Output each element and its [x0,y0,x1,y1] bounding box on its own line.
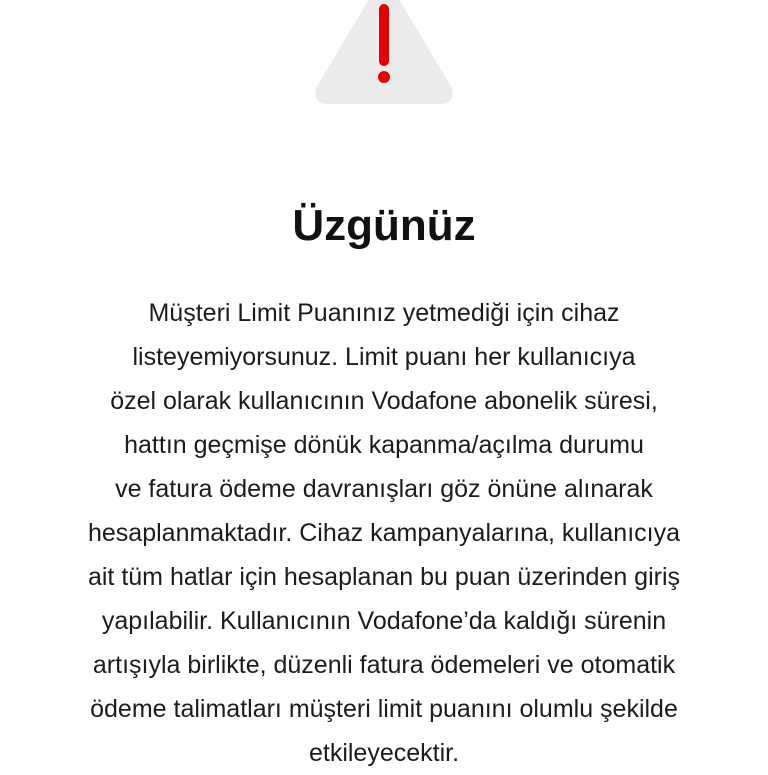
message-line: ait tüm hatlar için hesaplanan bu puan üzerinden giriş [87,563,681,591]
message-line: Müşteri Limit Puanınız yetmediği için cihaz [148,299,620,327]
message-line: ödeme talimatları müşteri limit puanını olumlu şekilde [90,695,678,723]
message-line: yapılabilir. Kullanıcının Vodafone’da kaldığı sürenin [101,607,667,635]
message-line: hesaplanmaktadır. Cihaz kampanyalarına, kullanıcıya [88,519,680,547]
message-line: ve fatura ödeme davranışları göz önüne alınarak [115,475,653,503]
message-line: hattın geçmişe dönük kapanma/açılma durumu [124,431,644,459]
message-line: artışıyla birlikte, düzenli fatura ödemeleri ve otomatik [92,651,676,679]
page-title: Üzgünüz [292,201,476,250]
error-message [0,291,768,775]
message-line: özel olarak kullanıcının Vodafone abonelik süresi, [110,387,658,415]
message-line: listeyemiyorsunuz. Limit puanı her kullanıcıya [132,343,636,371]
message-line: etkileyecektir. [308,739,460,767]
warning-icon [312,0,456,106]
